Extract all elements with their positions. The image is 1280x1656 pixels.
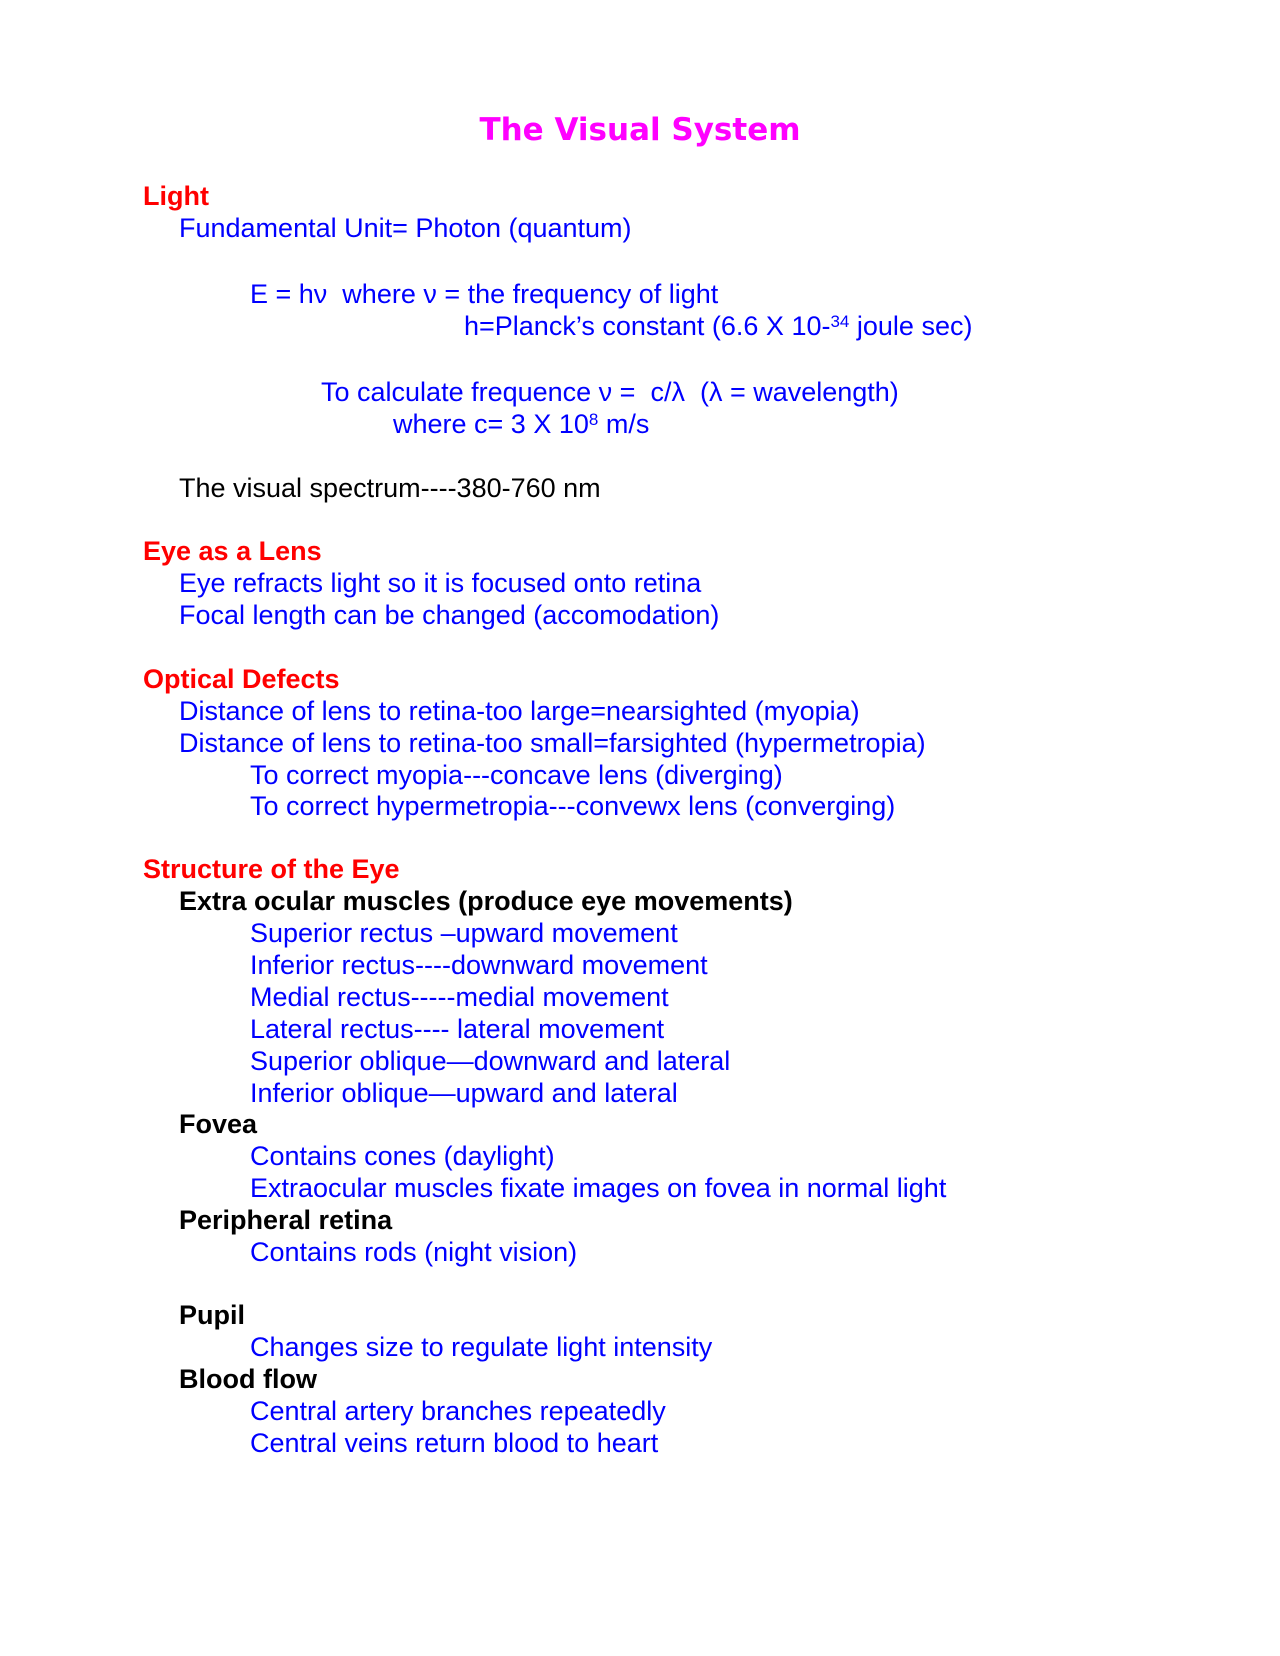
list-item: Contains cones (daylight) [250,1141,555,1171]
planck-exponent: 34 [830,312,850,331]
speed-exponent: 8 [588,410,599,429]
list-item: Lateral rectus---- lateral movement [250,1014,665,1044]
fundamental-unit-text: Fundamental Unit= Photon (quantum) [179,213,632,243]
list-item: Inferior rectus----downward movement [250,950,708,980]
list-item: Superior oblique—downward and lateral [250,1046,731,1076]
planck-unit: joule sec) [849,311,973,341]
visual-spectrum-text: The visual spectrum----380-760 nm [179,473,601,503]
subheading-blood-flow: Blood flow [179,1364,317,1394]
list-item: To correct hypermetropia---convewx lens (converging) [250,791,896,821]
section-heading-structure: Structure of the Eye [143,854,400,884]
list-item: Medial rectus-----medial movement [250,982,669,1012]
list-item: Changes size to regulate light intensity [250,1332,713,1362]
subheading-peripheral-retina: Peripheral retina [179,1205,393,1235]
list-item: Eye refracts light so it is focused onto retina [179,568,702,598]
list-item: Superior rectus –upward movement [250,918,678,948]
planck-constant-text [464,310,972,342]
subheading-pupil: Pupil [179,1300,245,1330]
page-title: The Visual System [479,112,801,148]
energy-equation: E = hν where ν = the frequency of light [250,279,719,309]
list-item: Distance of lens to retina-too large=nearsighted (myopia) [179,696,860,726]
subheading-muscles: Extra ocular muscles (produce eye movements) [179,886,793,916]
subheading-fovea: Fovea [179,1109,258,1139]
list-item: Focal length can be changed (accomodation) [179,600,720,630]
planck-text: h=Planck’s constant (6.6 X 10- [464,311,831,341]
section-heading-light: Light [143,181,209,211]
list-item: Distance of lens to retina-too small=farsighted (hypermetropia) [179,728,926,758]
speed-of-light-text [393,408,649,440]
section-heading-lens: Eye as a Lens [143,536,322,566]
speed-text: where c= 3 X 10 [393,409,589,439]
speed-unit: m/s [598,409,650,439]
list-item: Extraocular muscles fixate images on fovea in normal light [250,1173,947,1203]
list-item: To correct myopia---concave lens (diverging) [250,760,783,790]
list-item: Contains rods (night vision) [250,1237,578,1267]
frequency-equation: To calculate frequence ν = c/λ (λ = wavelength) [321,377,899,407]
list-item: Central veins return blood to heart [250,1428,659,1458]
section-heading-defects: Optical Defects [143,664,340,694]
list-item: Inferior oblique—upward and lateral [250,1078,678,1108]
list-item: Central artery branches repeatedly [250,1396,666,1426]
